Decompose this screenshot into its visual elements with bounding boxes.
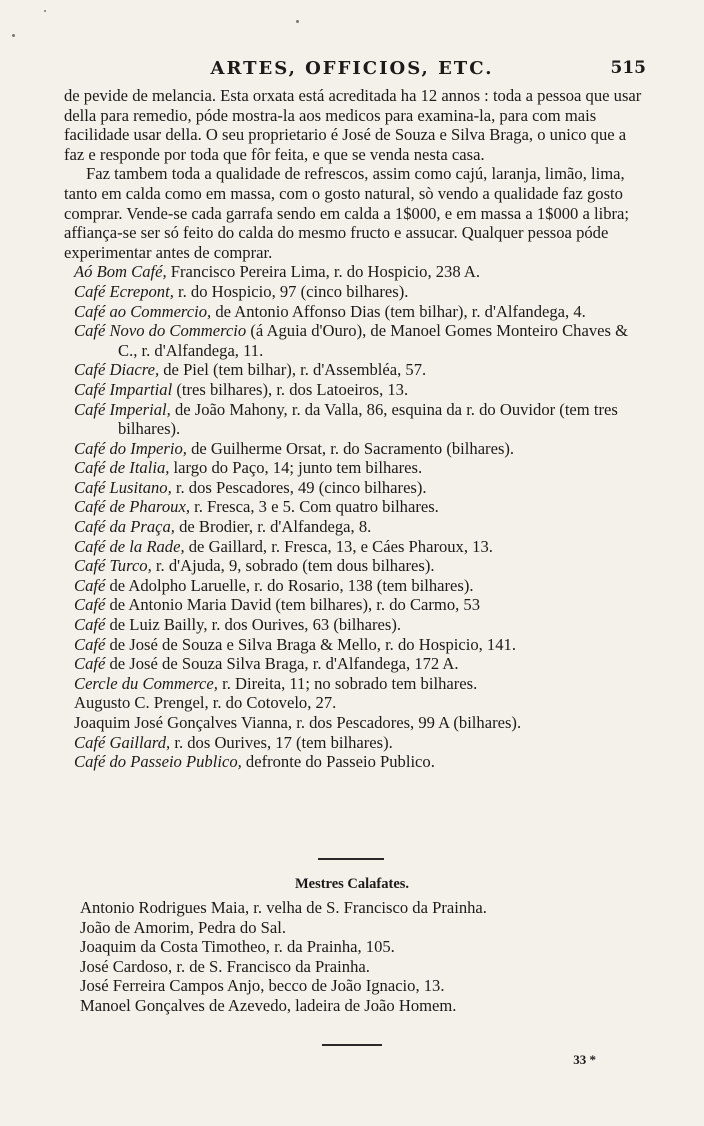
entry-text: (á Aguia d'Ouro), de Manoel Gomes Monteiro Chaves & C., r. d'Alfandega, 11.: [118, 321, 629, 360]
entry-text: de Piel (tem bilhar), r. d'Assembléa, 57.: [159, 360, 427, 380]
entry-name: Café Turco,: [74, 556, 152, 576]
directory-entry: [64, 458, 644, 478]
entry-text: de Antonio Affonso Dias (tem bilhar), r. d'Alfandega, 4.: [211, 301, 586, 321]
entry-name: Café Gaillard,: [74, 732, 171, 752]
entry-name: Café Novo do Commercio: [74, 321, 247, 341]
intro-paragraph: de pevide de melancia. Esta orxata está acreditada ha 12 annos : toda a pessoa que usar della para remedio, póde mostra-la aos medicos para examina-la, para com mais facilidade usar della. O seu proprietario é José de Souza e Silva Braga, o unico que a faz e responde por toda que fôr feita, e que se venda nesta casa.: [64, 86, 642, 164]
entry-name: Café Impartial: [74, 379, 173, 399]
entry-name: Café Ecrepont,: [74, 281, 174, 301]
directory-entry: [64, 321, 644, 360]
entry-name: Café: [74, 654, 106, 674]
entry-text: r. Fresca, 3 e 5. Com quatro bilhares.: [189, 497, 439, 517]
signature-mark: 33 *: [573, 1052, 596, 1067]
directory-entry: [64, 262, 644, 282]
entry-text: Francisco Pereira Lima, r. do Hospicio, 238 A.: [166, 262, 481, 282]
entry-name: Café Imperial,: [74, 399, 171, 419]
page-number: 515: [610, 58, 646, 78]
entry-name: Café do Imperio,: [74, 438, 187, 458]
directory-entry: [64, 674, 644, 694]
running-title: ARTES, OFFICIOS, ETC.: [210, 58, 494, 79]
directory-entry: [64, 439, 644, 459]
directory-entry: [64, 556, 644, 576]
directory-entry: [64, 733, 644, 753]
list-item: Antonio Rodrigues Maia, r. velha de S. Francisco da Prainha.: [80, 898, 487, 917]
entry-name: Café de Italia,: [74, 458, 170, 478]
entry-text: r. Direita, 11; no sobrado tem bilhares.: [217, 673, 478, 693]
entry-text: (tres bilhares), r. dos Latoeiros, 13.: [172, 379, 409, 399]
entry-text: defronte do Passeio Publico.: [241, 752, 435, 772]
print-speck: [44, 10, 46, 12]
entry-name: Café do Passeio Publico,: [74, 752, 242, 772]
directory-entry: [64, 497, 644, 517]
directory-entry: [64, 537, 644, 557]
entry-text: r. do Hospicio, 97 (cinco bilhares).: [173, 281, 409, 301]
directory-entry: [64, 360, 644, 380]
directory-entry: [64, 400, 644, 439]
print-speck: [12, 34, 15, 37]
list-item: Joaquim da Costa Timotheo, r. da Prainha, 105.: [80, 937, 395, 957]
entry-text: r. dos Ourives, 17 (tem bilhares).: [170, 732, 393, 752]
end-divider: [322, 1044, 382, 1046]
entry-name: Café de Pharoux,: [74, 497, 190, 517]
entry-text: de Adolpho Laruelle, r. do Rosario, 138 (tem bilhares).: [105, 575, 474, 595]
list-item: Manoel Gonçalves de Azevedo, ladeira de João Homem.: [80, 995, 457, 1015]
entry-name: Aó Bom Café,: [74, 262, 167, 282]
list-item: José Ferreira Campos Anjo, becco de João Ignacio, 13.: [80, 976, 445, 996]
section-list: [80, 898, 640, 1016]
entry-text: r. dos Pescadores, 49 (cinco bilhares).: [171, 477, 427, 497]
intro-paragraph: Faz tambem toda a qualidade de refrescos, assim como cajú, laranja, limão, lima, tanto em calda como em massa, com o gosto natural, sò vendo a qualidade faz gosto comprar. Vende-se cada garrafa sendo em calda a 1$000, e em massa a 1$000 a libra; affiança-se ser só feito do calda do mesmo fructo e assucar. Qualquer pessoa póde experimentar antes de comprar.: [64, 164, 630, 262]
section-title: Mestres Calafates.: [294, 876, 410, 892]
entry-name: Café de la Rade,: [74, 536, 185, 556]
directory-entry: [64, 752, 644, 772]
directory-entry: [64, 576, 644, 596]
entry-text: largo do Paço, 14; junto tem bilhares.: [169, 458, 423, 478]
entry-name: Café Lusitano,: [74, 477, 172, 497]
directory-entry: [64, 478, 644, 498]
entry-name: Café ao Commercio,: [74, 301, 212, 321]
print-speck: [296, 20, 299, 23]
entry-text: r. d'Ajuda, 9, sobrado (tem dous bilhares).: [151, 556, 435, 576]
entry-text: de João Mahony, r. da Valla, 86, esquina da r. do Ouvidor (tem tres bilhares).: [118, 399, 618, 439]
entry-text: Joaquim José Gonçalves Vianna, r. dos Pescadores, 99 A (bilhares).: [74, 713, 522, 732]
entry-name: Café da Praça,: [74, 517, 175, 537]
section-divider: [318, 858, 384, 860]
entry-text: Augusto C. Prengel, r. do Cotovelo, 27.: [74, 693, 337, 713]
directory-entry: [64, 635, 644, 655]
entry-name: Café: [74, 575, 106, 595]
entry-name: Café Diacre,: [74, 360, 160, 380]
entry-text: de Brodier, r. d'Alfandega, 8.: [174, 517, 372, 537]
entry-name: Café: [74, 634, 106, 654]
entry-text: de Luiz Bailly, r. dos Ourives, 63 (bilhares).: [105, 615, 402, 635]
directory-entry: [64, 282, 644, 302]
entry-text: de Guilherme Orsat, r. do Sacramento (bilhares).: [186, 438, 515, 458]
directory-entry: [64, 654, 644, 674]
list-item: João de Amorim, Pedra do Sal.: [80, 917, 287, 937]
directory-entry: [64, 380, 644, 400]
entry-name: Cercle du Commerce,: [74, 673, 218, 693]
directory-entry: [64, 302, 644, 322]
entry-text: de Antonio Maria David (tem bilhares), r. do Carmo, 53: [105, 595, 481, 615]
entry-text: de José de Souza Silva Braga, r. d'Alfandega, 172 A.: [105, 654, 459, 674]
directory-entry: [64, 517, 644, 537]
entry-name: Café: [74, 595, 106, 615]
entry-text: de Gaillard, r. Fresca, 13, e Cáes Pharoux, 13.: [184, 536, 493, 556]
entry-name: Café: [74, 615, 106, 635]
entry-text: de José de Souza e Silva Braga & Mello, r. do Hospicio, 141.: [105, 634, 516, 654]
directory-entry: [64, 713, 644, 733]
body-text: [64, 86, 644, 772]
directory-entry: [64, 595, 644, 615]
list-item: José Cardoso, r. de S. Francisco da Prainha.: [80, 956, 370, 976]
directory-entry: [64, 693, 644, 713]
directory-entry: [64, 615, 644, 635]
